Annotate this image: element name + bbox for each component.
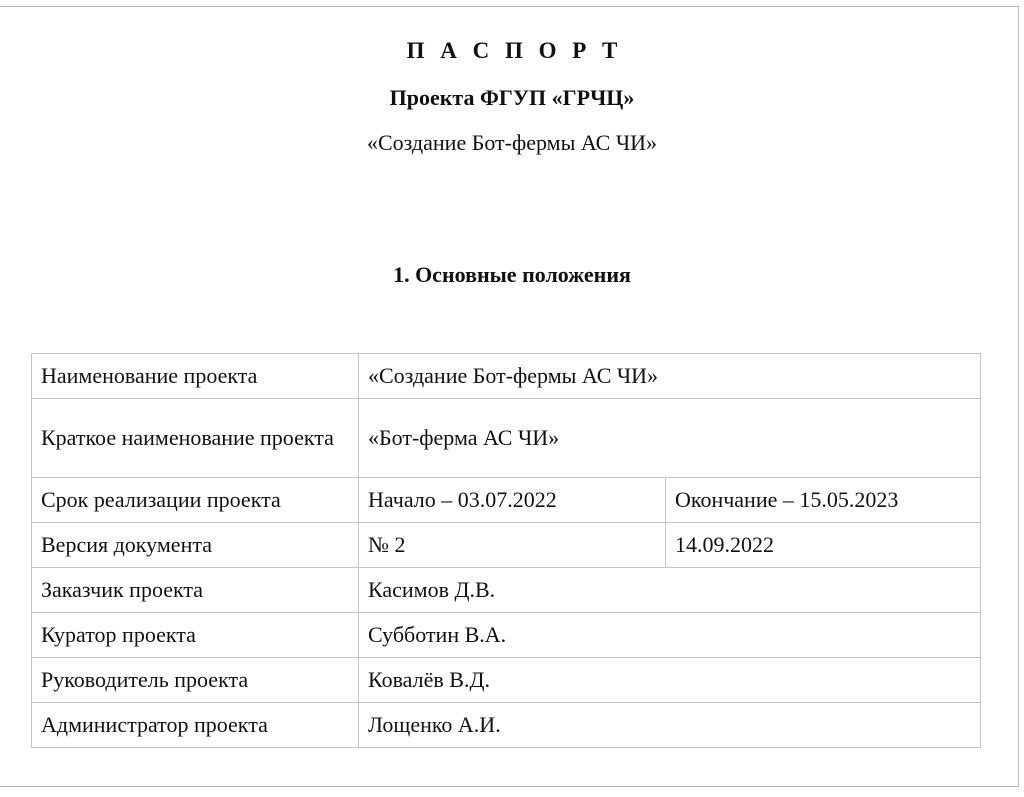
row-value: Субботин В.А.	[359, 613, 981, 658]
row-label: Руководитель проекта	[32, 658, 359, 703]
row-label: Версия документа	[32, 523, 359, 568]
row-label: Краткое наименование проекта	[32, 399, 359, 478]
end-date: Окончание – 15.05.2023	[666, 478, 981, 523]
row-value: Касимов Д.В.	[359, 568, 981, 613]
row-label: Администратор проекта	[32, 703, 359, 748]
project-passport-table	[31, 353, 981, 748]
row-label: Заказчик проекта	[32, 568, 359, 613]
row-value: «Создание Бот-фермы АС ЧИ»	[359, 354, 981, 399]
table-row-customer	[32, 568, 981, 613]
row-value: «Бот-ферма АС ЧИ»	[359, 399, 981, 478]
table-row-document-version	[32, 523, 981, 568]
project-title: «Создание Бот-фермы АС ЧИ»	[366, 130, 658, 155]
table-row-administrator	[32, 703, 981, 748]
table-row-curator	[32, 613, 981, 658]
row-label: Срок реализации проекта	[32, 478, 359, 523]
row-value: Лощенко А.И.	[359, 703, 981, 748]
row-label: Куратор проекта	[32, 613, 359, 658]
row-label: Наименование проекта	[32, 354, 359, 399]
row-value: Ковалёв В.Д.	[359, 658, 981, 703]
table-row-timeline	[32, 478, 981, 523]
start-date: Начало – 03.07.2022	[359, 478, 666, 523]
version-date: 14.09.2022	[666, 523, 981, 568]
section-title: 1. Основные положения	[393, 262, 631, 287]
table-row-manager	[32, 658, 981, 703]
table-row-project-name	[32, 354, 981, 399]
document-heading: П А С П О Р Т	[406, 38, 623, 63]
organization-title: Проекта ФГУП «ГРЧЦ»	[389, 85, 635, 110]
version-number: № 2	[359, 523, 666, 568]
table-row-short-name	[32, 399, 981, 478]
